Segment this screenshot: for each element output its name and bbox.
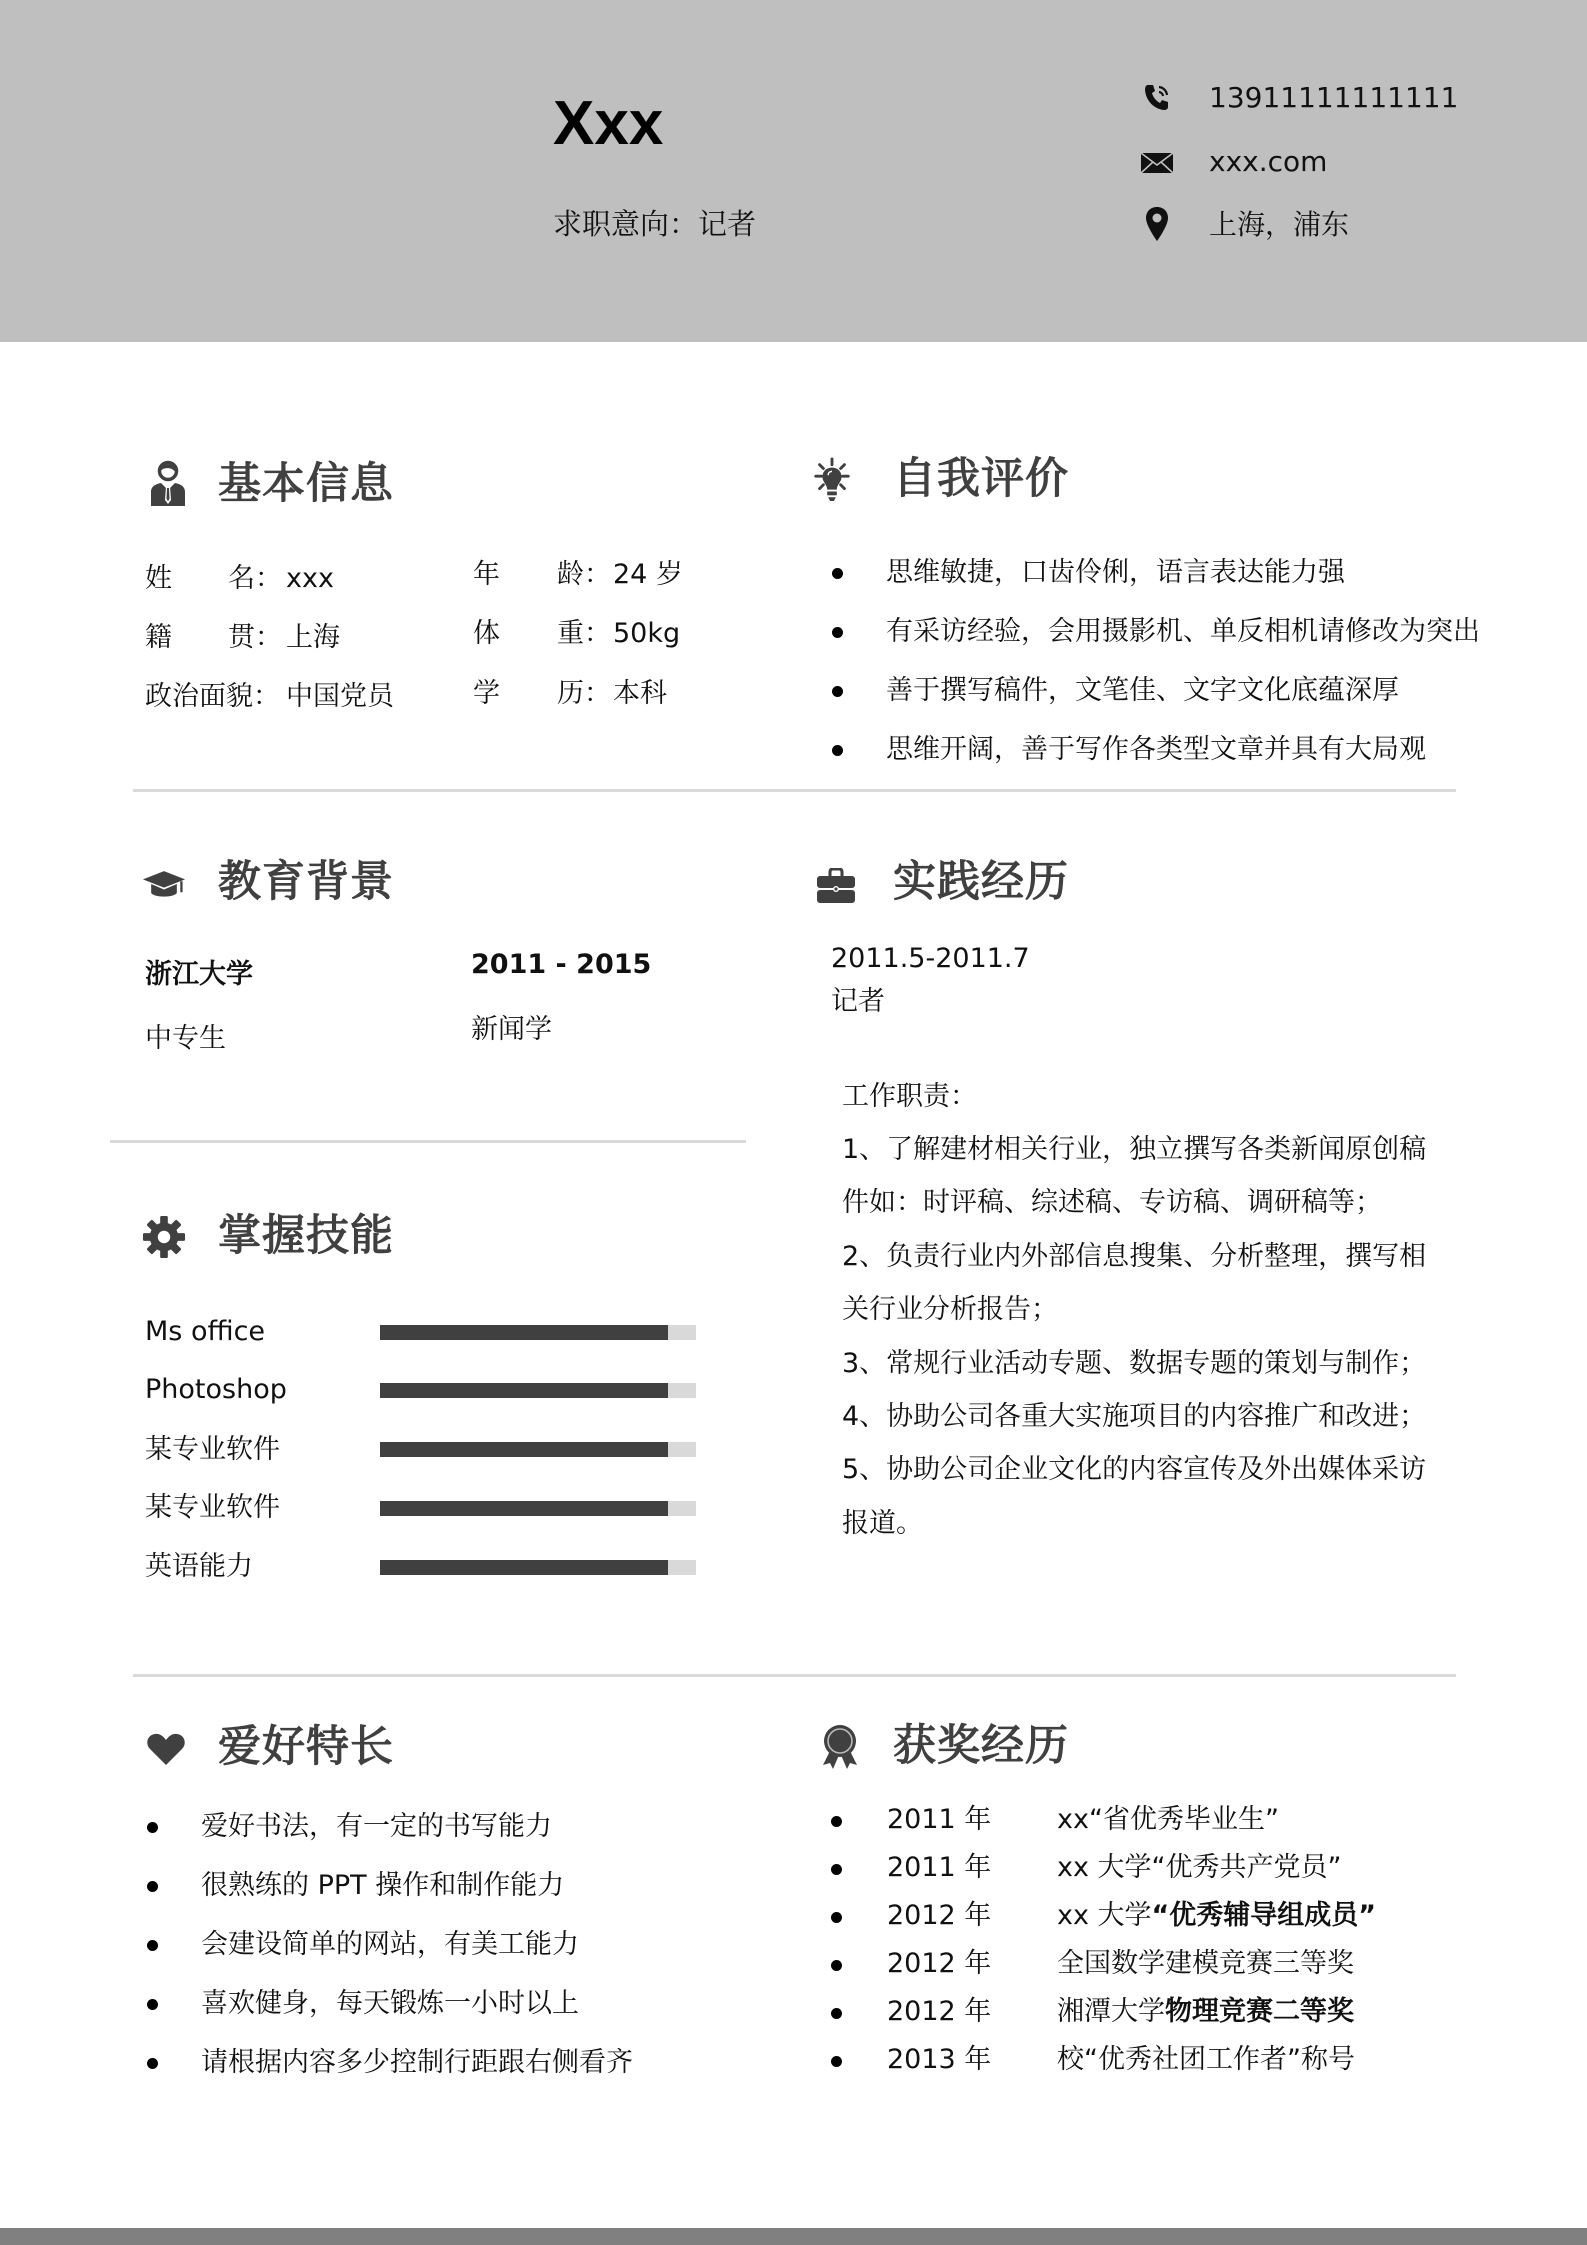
skill-bar-fill xyxy=(380,1442,668,1457)
bullet xyxy=(831,1816,842,1827)
skill-bar-fill xyxy=(380,1325,668,1340)
award-desc xyxy=(1057,1854,1342,1881)
education-level: 中专生 xyxy=(145,1023,226,1054)
award-desc-text: xx“省优秀毕业生” xyxy=(1057,1804,1279,1835)
award-year: 2012 年 xyxy=(887,1900,992,1931)
practice-duty-line: 4、协助公司各重大实施项目的内容推广和改进； xyxy=(842,1401,1427,1432)
info-origin-label-b: 贯： xyxy=(228,622,282,653)
practice-duty-line: 1、了解建材相关行业，独立撰写各类新闻原创稿 xyxy=(842,1134,1427,1165)
info-degree-label-b: 历： xyxy=(557,678,611,709)
bullet xyxy=(831,1864,842,1875)
education-years: 2011 - 2015 xyxy=(471,949,652,980)
bullet xyxy=(831,2008,842,2019)
award-desc xyxy=(1057,1950,1354,1977)
skill-bar-fill xyxy=(380,1501,668,1516)
award-ribbon-icon xyxy=(818,1722,862,1770)
hobby-item: 很熟练的 PPT 操作和制作能力 xyxy=(201,1870,565,1901)
job-intent: 求职意向：记者 xyxy=(553,207,757,241)
contact-phone: 13911111111111 xyxy=(1209,81,1459,114)
section-title-awards: 获奖经历 xyxy=(893,1721,1069,1771)
footer-bar xyxy=(0,2228,1587,2245)
hobby-item: 喜欢健身，每天锻炼一小时以上 xyxy=(201,1988,579,2019)
bullet xyxy=(147,2058,158,2069)
practice-duty-line: 5、协助公司企业文化的内容宣传及外出媒体采访 xyxy=(842,1454,1427,1485)
graduation-cap-icon xyxy=(142,860,186,908)
skill-name: Photoshop xyxy=(145,1374,287,1405)
skill-name: 某专业软件 xyxy=(145,1434,280,1465)
bullet xyxy=(831,1960,842,1971)
self-eval-item: 思维敏捷，口齿伶俐，语言表达能力强 xyxy=(886,557,1345,588)
skill-bar xyxy=(380,1501,696,1516)
practice-duty-line: 关行业分析报告； xyxy=(842,1294,1058,1325)
gear-icon xyxy=(142,1213,186,1261)
info-origin-value: 上海 xyxy=(286,622,340,653)
award-desc-text: xx 大学 xyxy=(1057,1900,1152,1931)
award-desc-text: 校“优秀社团工作者”称号 xyxy=(1057,2044,1355,2075)
location-icon xyxy=(1140,207,1174,241)
info-degree-label-a: 学 xyxy=(473,678,500,709)
hobby-item: 会建设简单的网站，有美工能力 xyxy=(201,1929,579,1960)
info-age-label-a: 年 xyxy=(473,559,500,590)
award-desc-bold: 物理竞赛二等奖 xyxy=(1165,1996,1354,2027)
bullet xyxy=(147,1940,158,1951)
info-weight-label-b: 重： xyxy=(557,618,611,649)
section-title-practice: 实践经历 xyxy=(893,857,1069,907)
info-age-label-b: 龄： xyxy=(557,559,611,590)
award-desc-text: 湘潭大学 xyxy=(1057,1996,1165,2027)
phone-icon xyxy=(1140,80,1174,114)
section-divider xyxy=(133,1674,1456,1677)
practice-duty-line: 3、常规行业活动专题、数据专题的策划与制作； xyxy=(842,1348,1427,1379)
self-eval-item: 思维开阔，善于写作各类型文章并具有大局观 xyxy=(886,734,1426,765)
info-political-label: 政治面貌： xyxy=(145,681,280,712)
bullet xyxy=(147,1999,158,2010)
section-title-education: 教育背景 xyxy=(218,857,394,907)
award-desc xyxy=(1057,1806,1279,1833)
award-desc xyxy=(1057,1998,1354,2025)
practice-duty-line: 报道。 xyxy=(842,1508,923,1539)
section-title-basic-info: 基本信息 xyxy=(218,459,394,509)
award-year: 2012 年 xyxy=(887,1948,992,1979)
award-year: 2013 年 xyxy=(887,2044,992,2075)
skill-bar xyxy=(380,1560,696,1575)
bullet xyxy=(831,1912,842,1923)
award-desc-bold: “优秀辅导组成员” xyxy=(1151,1900,1377,1931)
award-year: 2011 年 xyxy=(887,1804,992,1835)
info-origin-label-a: 籍 xyxy=(145,622,172,653)
section-divider xyxy=(110,1140,746,1143)
contact-email: xxx.com xyxy=(1209,145,1328,178)
info-degree-value: 本科 xyxy=(613,678,667,709)
info-weight-label-a: 体 xyxy=(473,618,500,649)
skill-bar-fill xyxy=(380,1383,668,1398)
bullet xyxy=(147,1822,158,1833)
contact-address: 上海，浦东 xyxy=(1209,208,1350,241)
award-year: 2012 年 xyxy=(887,1996,992,2027)
header-banner xyxy=(0,0,1587,342)
info-name-label-b: 名： xyxy=(228,563,282,594)
bullet xyxy=(147,1881,158,1892)
bullet xyxy=(832,568,843,579)
bullet xyxy=(832,627,843,638)
bullet xyxy=(831,2056,842,2067)
section-title-hobbies: 爱好特长 xyxy=(218,1722,394,1772)
info-political-value: 中国党员 xyxy=(286,681,394,712)
practice-duty-line: 件如：时评稿、综述稿、专访稿、调研稿等； xyxy=(842,1187,1382,1218)
skill-bar xyxy=(380,1383,696,1398)
skill-bar-fill xyxy=(380,1560,668,1575)
briefcase-icon xyxy=(814,862,858,910)
practice-duty-line: 2、负责行业内外部信息搜集、分析整理，撰写相 xyxy=(842,1241,1427,1272)
section-divider xyxy=(133,789,1456,792)
section-title-skills: 掌握技能 xyxy=(218,1211,394,1261)
skill-bar xyxy=(380,1442,696,1457)
skill-bar xyxy=(380,1325,696,1340)
section-title-self-eval: 自我评价 xyxy=(893,454,1069,504)
info-name-value: xxx xyxy=(286,563,334,594)
self-eval-item: 善于撰写稿件，文笔佳、文字文化底蕴深厚 xyxy=(886,675,1399,706)
mail-icon xyxy=(1140,146,1174,180)
education-major: 新闻学 xyxy=(471,1014,552,1045)
skill-name: 英语能力 xyxy=(145,1551,253,1582)
bullet xyxy=(832,686,843,697)
info-weight-value: 50kg xyxy=(613,618,681,649)
practice-duties-heading: 工作职责： xyxy=(842,1081,977,1112)
skill-name: Ms office xyxy=(145,1316,266,1347)
education-school: 浙江大学 xyxy=(145,959,253,990)
practice-role: 记者 xyxy=(831,986,885,1017)
person-icon xyxy=(146,460,190,508)
info-age-value: 24 岁 xyxy=(613,559,683,590)
hobby-item: 爱好书法，有一定的书写能力 xyxy=(201,1811,552,1842)
award-desc xyxy=(1057,2046,1355,2073)
bullet xyxy=(832,745,843,756)
practice-period: 2011.5-2011.7 xyxy=(831,943,1030,974)
lightbulb-icon xyxy=(810,456,854,504)
award-year: 2011 年 xyxy=(887,1852,992,1883)
hobby-item: 请根据内容多少控制行距跟右侧看齐 xyxy=(201,2047,633,2078)
award-desc-text: xx 大学“优秀共产党员” xyxy=(1057,1852,1342,1883)
skill-name: 某专业软件 xyxy=(145,1492,280,1523)
candidate-name: Xxx xyxy=(553,89,664,158)
heart-icon xyxy=(144,1725,188,1773)
award-desc xyxy=(1057,1902,1376,1929)
info-name-label-a: 姓 xyxy=(145,563,172,594)
self-eval-item: 有采访经验，会用摄影机、单反相机请修改为突出 xyxy=(886,616,1480,647)
award-desc-text: 全国数学建模竞赛三等奖 xyxy=(1057,1948,1354,1979)
